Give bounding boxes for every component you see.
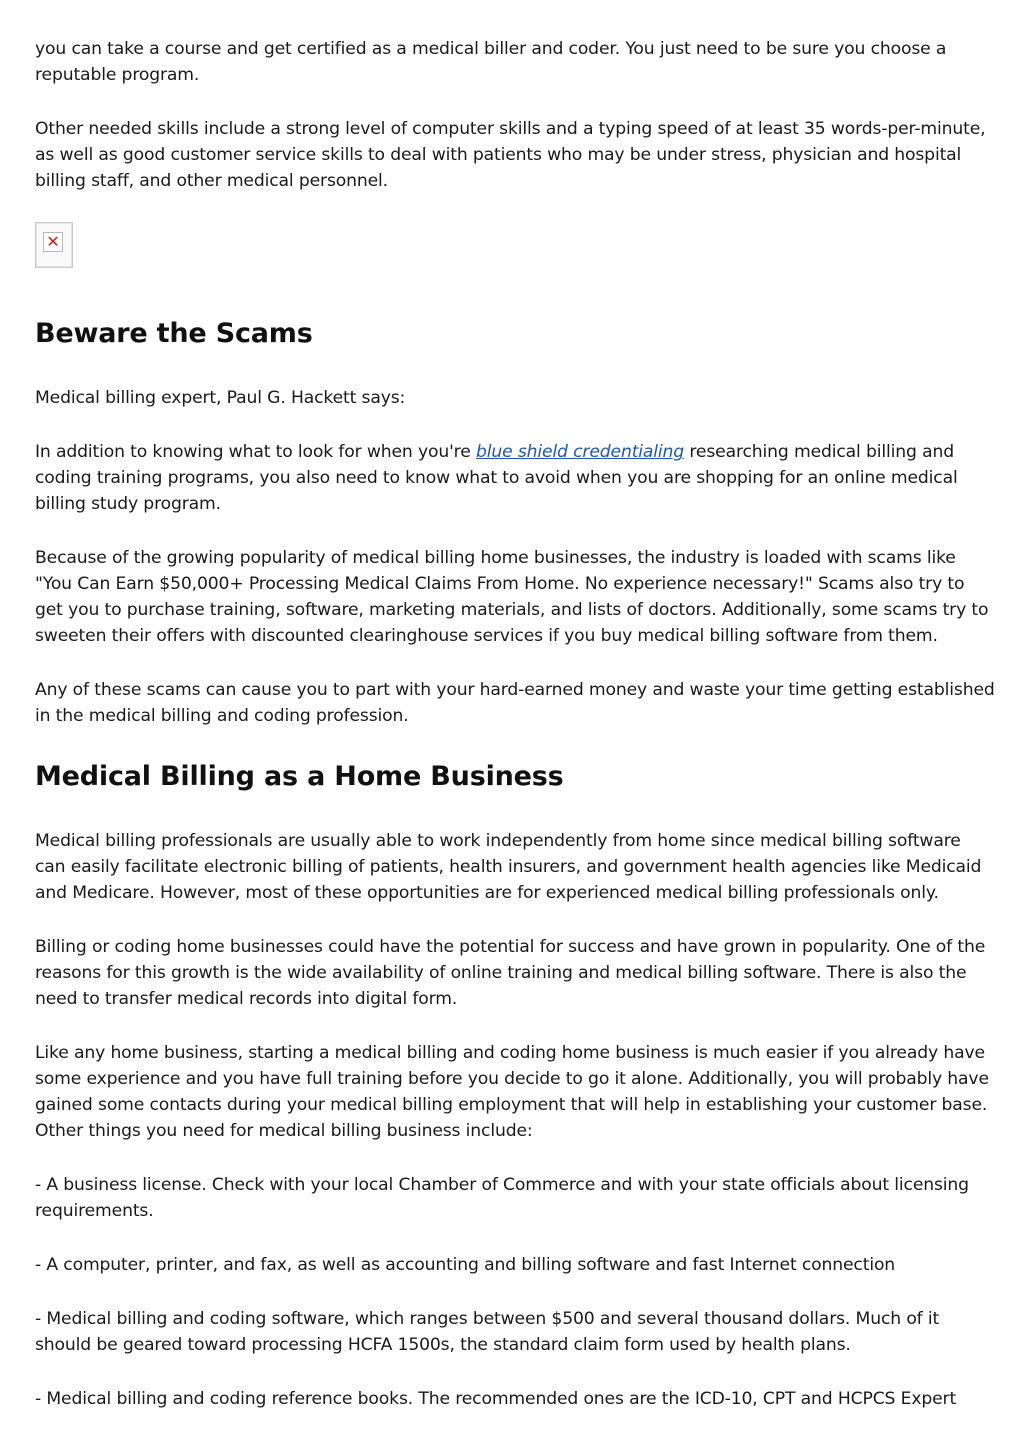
broken-image-placeholder — [35, 222, 73, 268]
list-item: - A computer, printer, and fax, as well as accounting and billing software and fast Internet connection — [35, 1255, 896, 1275]
scams-paragraph-4: Any of these scams can cause you to part with your hard-earned money and waste your time getting established in the medical billing and coding profession. — [35, 680, 995, 726]
intro-paragraph-2: Other needed skills include a strong level of computer skills and a typing speed of at least 35 words-per-minute, as well as good customer service skills to deal with patients who may be under stress, physician and hospital billing staff, and other medical personnel. — [35, 119, 986, 191]
list-item: - Medical billing and coding software, which ranges between $500 and several thousand dollars. Much of it should be geared toward processing HCFA 1500s, the standard claim form used by health plans. — [35, 1309, 940, 1355]
section-heading-home-business: Medical Billing as a Home Business — [35, 761, 564, 792]
section-heading-scams: Beware the Scams — [35, 318, 313, 349]
intro-paragraph-1: you can take a course and get certified as a medical biller and coder. You just need to be sure you choose a reputable program. — [35, 39, 947, 85]
home-business-paragraph-1: Medical billing professionals are usually able to work independently from home since medical billing software can easily facilitate electronic billing of patients, health insurers, and government health agencies like Medicaid and Medicare. However, most of these opportunities are for experienced medical billing professionals only. — [35, 831, 982, 903]
broken-image-icon: ✕ — [43, 232, 63, 252]
list-item: - A business license. Check with your local Chamber of Commerce and with your state officials about licensing requirements. — [35, 1175, 969, 1221]
article — [35, 36, 995, 1440]
scams-paragraph-3: Because of the growing popularity of medical billing home businesses, the industry is loaded with scams like "You Can Earn $50,000+ Processing Medical Claims From Home. No experience necessary!" Scams also try to get you to purchase training, software, marketing materials, and lists of doctors. Additionally, some scams try to sweeten their offers with discounted clearinghouse services if you buy medical billing software from them. — [35, 548, 989, 646]
blue-shield-credentialing-link[interactable]: blue shield credentialing — [475, 442, 685, 462]
scams-paragraph-2-after: researching medical billing and coding training programs, you also need to know what to avoid when you are shopping for an online medical billing study program. — [35, 442, 958, 514]
list-item: - Medical billing and coding reference books. The recommended ones are the ICD-10, CPT and HCPCS Expert — [35, 1389, 957, 1409]
scams-paragraph-2-before: In addition to knowing what to look for when you're — [35, 442, 476, 462]
home-business-paragraph-2: Billing or coding home businesses could have the potential for success and have grown in popularity. One of the reasons for this growth is the wide availability of online training and medical billing software. There is also the need to transfer medical records into digital form. — [35, 937, 986, 1009]
home-business-paragraph-3: Like any home business, starting a medical billing and coding home business is much easier if you already have some experience and you have full training before you decide to go it alone. Additionally, you will probably have gained some contacts during your medical billing employment that will help in establishing your customer base. Other things you need for medical billing business include: — [35, 1043, 989, 1141]
scams-paragraph-2 — [35, 439, 995, 517]
scams-paragraph-1: Medical billing expert, Paul G. Hackett says: — [35, 388, 406, 408]
